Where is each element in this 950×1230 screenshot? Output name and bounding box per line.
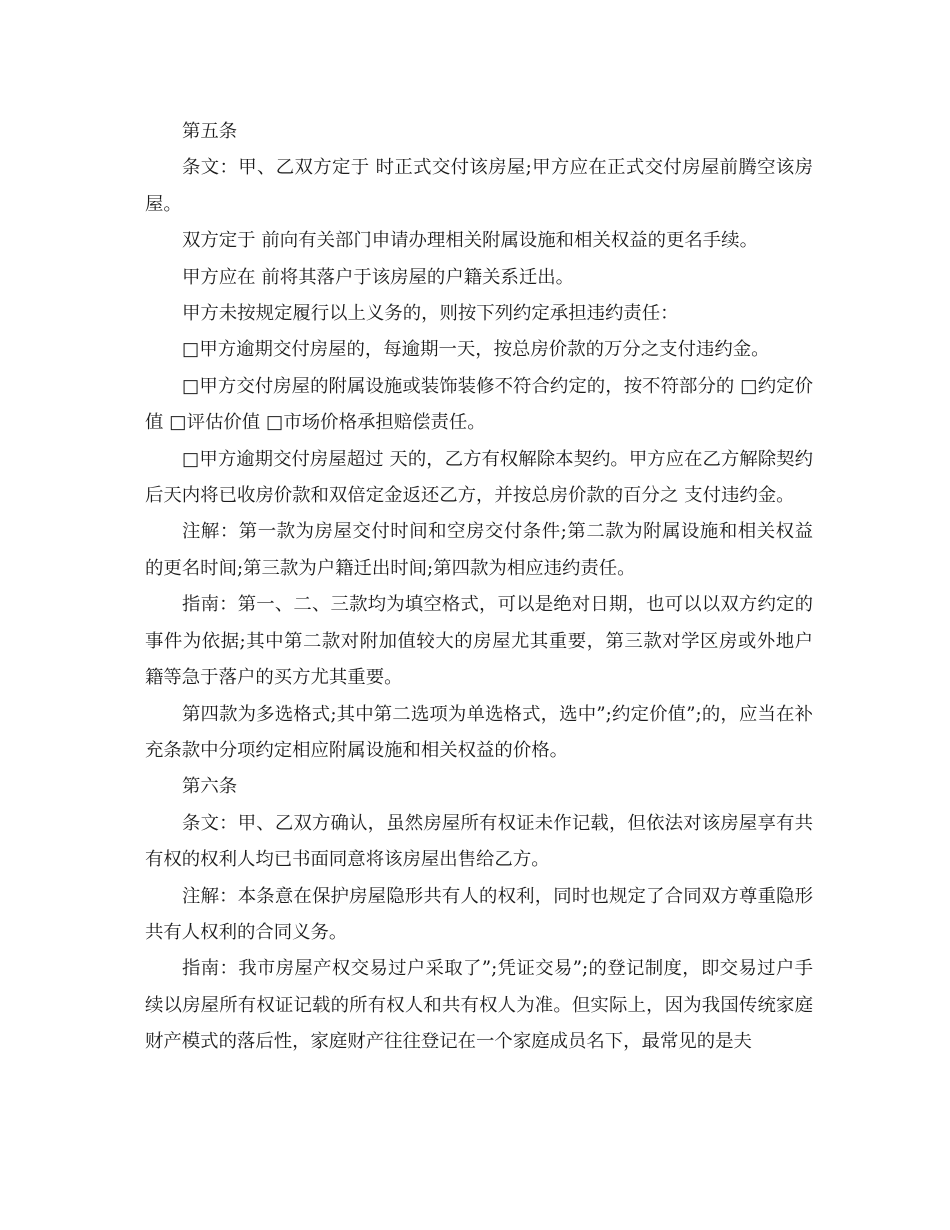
article-5-option-3: □甲方逾期交付房屋超过 天的，乙方有权解除本契约。甲方应在乙方解除契约后天内将已收房价款和双倍定金返还乙方，并按总房价款的百分之 支付违约金。 bbox=[145, 448, 813, 507]
article-5-liability-intro: 甲方未按规定履行以上义务的，则按下列约定承担违约责任： bbox=[182, 303, 679, 325]
article-5-guide-continued: 第四款为多选格式;其中第二选项为单选格式，选中”;约定价值”;的，应当在补充条款中分项约定相应附属设施和相关权益的价格。 bbox=[145, 703, 813, 761]
article-5-annotation: 注解：第一款为房屋交付时间和空房交付条件;第二款为附属设施和相关权益的更名时间;第三款为户籍迁出时间;第四款为相应违约责任。 bbox=[145, 521, 813, 579]
article-5-household-clause: 甲方应在 前将其落户于该房屋的户籍关系迁出。 bbox=[182, 266, 575, 288]
article-5-text: 条文：甲、乙双方定于 时正式交付该房屋;甲方应在正式交付房屋前腾空该房屋。 bbox=[145, 157, 813, 215]
article-5-heading: 第五条 bbox=[182, 121, 238, 142]
document-body bbox=[145, 114, 813, 1061]
article-5-option-2: □甲方交付房屋的附属设施或装饰装修不符合约定的，按不符部分的 □约定价值 □评估价值 □市场价格承担赔偿责任。 bbox=[145, 375, 813, 434]
article-6-guide: 指南：我市房屋产权交易过户采取了”;凭证交易”;的登记制度，即交易过户手续以房屋所有权证记载的所有权人和共有权人为准。但实际上，因为我国传统家庭财产模式的落后性，家庭财产往往登记在一个家庭成员名下，最常见的是夫 bbox=[145, 958, 813, 1053]
article-5-rename-clause: 双方定于 前向有关部门申请办理相关附属设施和相关权益的更名手续。 bbox=[182, 230, 758, 252]
article-6-heading: 第六条 bbox=[182, 776, 238, 798]
article-5-guide: 指南：第一、二、三款均为填空格式，可以是绝对日期，也可以以双方约定的事件为依据;其中第二款对附加值较大的房屋尤其重要，第三款对学区房或外地户籍等急于落户的买方尤其重要。 bbox=[145, 594, 813, 689]
article-6-text: 条文：甲、乙双方确认，虽然房屋所有权证未作记载，但依法对该房屋享有共有权的权利人均已书面同意将该房屋出售给乙方。 bbox=[145, 812, 813, 871]
article-5-option-1: □甲方逾期交付房屋的，每逾期一天，按总房价款的万分之支付违约金。 bbox=[182, 339, 770, 361]
article-6-annotation: 注解：本条意在保护房屋隐形共有人的权利，同时也规定了合同双方尊重隐形共有人权利的合同义务。 bbox=[145, 885, 813, 943]
